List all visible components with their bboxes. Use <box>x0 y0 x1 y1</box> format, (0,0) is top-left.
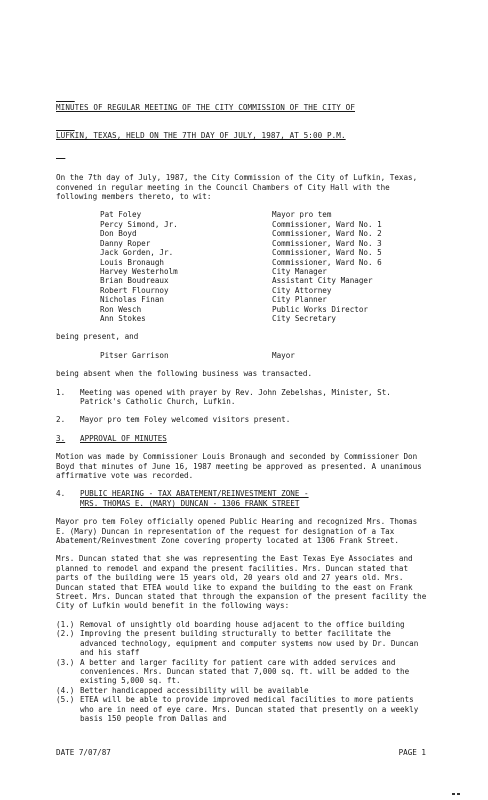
member-title: Commissioner, Ward No. 2 <box>272 229 382 239</box>
heading-line: MRS. THOMAS E. (MARY) DUNCAN - 1306 FRANK STREET <box>80 498 300 508</box>
member-name: Percy Simond, Jr. <box>100 219 178 229</box>
benefit-text: ETEA will be able to provide improved medical facilities to more patients who are in need of eye care. Mrs. Duncan stated that presently on a weekly basis 150 people from Dallas and <box>80 695 419 723</box>
member-name: Danny Roper <box>100 238 151 248</box>
roster-row <box>100 210 428 219</box>
benefit-text: A better and larger facility for patient care with added services and conveniences. Mrs. Duncan stated that 7,000 sq. ft. will be added to the existing 5,000 sq. ft. <box>80 657 410 686</box>
member-title: Mayor pro tem <box>272 210 332 220</box>
member-name: Robert Flournoy <box>100 285 169 295</box>
footer-date: DATE 7/07/87 <box>56 748 111 757</box>
member-title: Public Works Director <box>272 304 369 314</box>
being-present-text: being present, and <box>56 332 139 342</box>
benefits-list <box>56 620 428 723</box>
heading-line: PUBLIC HEARING - TAX ABATEMENT/REINVESTMENT ZONE - <box>80 489 309 499</box>
member-title: Commissioner, Ward No. 6 <box>272 257 382 267</box>
item-heading: APPROVAL OF MINUTES <box>80 433 167 443</box>
member-name: Jack Gorden, Jr. <box>100 248 174 258</box>
motion-paragraph: Motion was made by Commissioner Louis Bronaugh and seconded by Commissioner Don Boyd that minutes of June 16, 1987 meeting be approved as presented. A unanimous affirmative vote was recorded. <box>56 452 422 480</box>
roster-row <box>100 248 428 257</box>
roster-row <box>100 314 428 323</box>
minutes-page <box>56 84 428 723</box>
roster-row <box>100 276 428 285</box>
member-name: Nicholas Finan <box>100 295 165 305</box>
page-footer <box>56 748 426 757</box>
roster-row <box>100 305 428 314</box>
benefit-number: (5.) <box>56 695 75 705</box>
roster-row <box>100 295 428 304</box>
item-number: 3. <box>56 433 66 443</box>
agenda-item <box>56 415 428 424</box>
member-name: Ann Stokes <box>100 313 146 323</box>
benefit-number: (3.) <box>56 657 75 667</box>
absent-title: Mayor <box>272 350 295 360</box>
item-number: 2. <box>56 415 66 425</box>
benefit-text: Better handicapped accessibility will be available <box>80 685 309 695</box>
member-title: Commissioner, Ward No. 5 <box>272 248 382 258</box>
being-absent-text: being absent when the following business was transacted. <box>56 369 313 379</box>
item-number: 4. <box>56 489 66 499</box>
agenda-item-approval <box>56 434 428 443</box>
absent-member <box>100 351 428 360</box>
member-name: Brian Boudreaux <box>100 276 169 286</box>
document-title <box>56 84 428 159</box>
item-heading <box>80 489 428 508</box>
roster-row <box>100 229 428 238</box>
member-title: City Planner <box>272 295 327 305</box>
intro-paragraph: On the 7th day of July, 1987, the City Commission of the City of Lufkin, Texas, convened in regular meeting in the Council Chambers of City Hall with the following members thereto, to wit: <box>56 173 418 202</box>
roster-row <box>100 267 428 276</box>
member-name: Ron Wesch <box>100 304 142 314</box>
item-text: Mayor pro tem Foley welcomed visitors present. <box>80 415 291 425</box>
member-title: Assistant City Manager <box>272 276 373 286</box>
hearing-paragraph: Mayor pro tem Foley officially opened Public Hearing and recognized Mrs. Thomas E. (Mary) Duncan in representation of the request for designation of a Tax Abatement/Reinvestment Zone covering property located at 1306 Frank Street. <box>56 517 418 546</box>
scan-mark <box>452 788 466 791</box>
footer-page-number: PAGE 1 <box>398 748 426 757</box>
benefit-item <box>56 686 428 695</box>
member-name: Louis Bronaugh <box>100 257 165 267</box>
agenda-item-hearing <box>56 489 428 508</box>
benefit-item <box>56 695 428 723</box>
title-line: MINUTES OF REGULAR MEETING OF THE CITY COMMISSION OF THE CITY OF <box>56 102 355 112</box>
benefit-item <box>56 629 428 657</box>
item-number: 1. <box>56 387 66 397</box>
roster-row <box>100 286 428 295</box>
duncan-paragraph: Mrs. Duncan stated that she was representing the East Texas Eye Associates and planned to remodel and expand the present facilities. Mrs. Duncan stated that parts of the building were 15 years old, 20 years old and 27 years old. Mrs. Duncan stated that ETEA would like to expand the building to the east on Frank Street. Mrs. Duncan stated that through the expansion of the present facility the City of Lufkin would benefit in the following ways: <box>56 554 427 611</box>
attendance-roster <box>100 210 428 323</box>
benefit-number: (4.) <box>56 685 75 695</box>
roster-row <box>100 239 428 248</box>
member-title: Commissioner, Ward No. 1 <box>272 219 382 229</box>
benefit-number: (2.) <box>56 629 75 639</box>
benefit-item <box>56 658 428 686</box>
member-title: City Manager <box>272 266 327 276</box>
benefit-text: Removal of unsightly old boarding house adjacent to the office building <box>80 619 405 629</box>
member-name: Harvey Westerholm <box>100 266 178 276</box>
item-text: Meeting was opened with prayer by Rev. John Zebelshas, Minister, St. Patrick's Catholic Church, Lufkin. <box>80 387 391 406</box>
absent-name: Pitser Garrison <box>100 350 169 360</box>
benefit-text: Improving the present building structurally to better facilitate the advanced technology, equipment and computer systems now used by Dr. Duncan and his staff <box>80 629 419 658</box>
member-title: Commissioner, Ward No. 3 <box>272 238 382 248</box>
roster-row <box>100 220 428 229</box>
member-name: Pat Foley <box>100 210 142 220</box>
member-title: City Attorney <box>272 285 332 295</box>
benefit-item <box>56 620 428 629</box>
member-title: City Secretary <box>272 313 337 323</box>
member-name: Don Boyd <box>100 229 137 239</box>
agenda-item <box>56 388 428 407</box>
roster-row <box>100 258 428 267</box>
benefit-number: (1.) <box>56 619 75 629</box>
title-line: LUFKIN, TEXAS, HELD ON THE 7TH DAY OF JULY, 1987, AT 5:00 P.M. <box>56 131 346 141</box>
